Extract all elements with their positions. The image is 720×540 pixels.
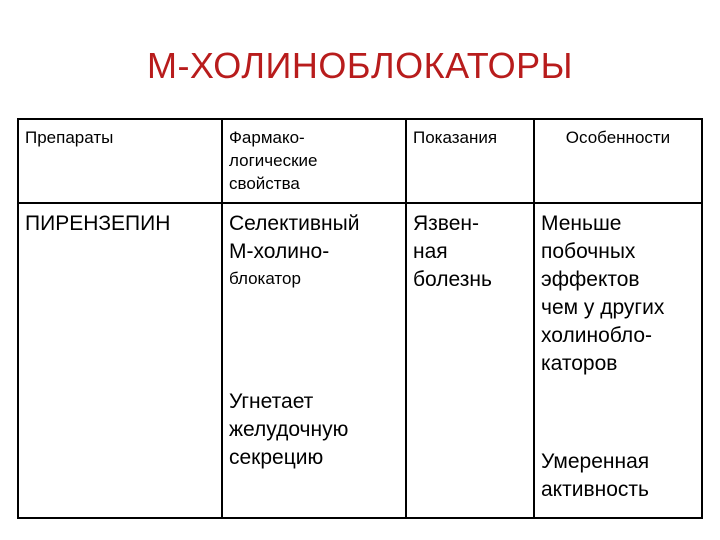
- header-cell-indications: [406, 119, 534, 203]
- header-drugs-label: Препараты: [25, 128, 114, 147]
- feature-text: Меньше: [541, 212, 622, 235]
- indication-text: болезнь: [413, 268, 492, 291]
- feature-text: каторов: [541, 352, 618, 375]
- feature-text: побочных: [541, 240, 636, 263]
- drug-table: [17, 118, 703, 519]
- property-text: желудочную: [229, 418, 349, 441]
- property-text: М-холино-: [229, 240, 330, 263]
- property-text: Селективный: [229, 212, 360, 235]
- feature-text: эффектов: [541, 268, 640, 291]
- feature-text: активность: [541, 478, 649, 501]
- header-properties-line: свойства: [229, 174, 300, 193]
- slide-title: М-ХОЛИНОБЛОКАТОРЫ: [146, 45, 574, 86]
- table-header-row: [18, 119, 702, 203]
- header-indications-label: Показания: [413, 128, 498, 147]
- header-cell-properties: [222, 119, 406, 203]
- drug-cell: [18, 203, 222, 518]
- properties-cell: [222, 203, 406, 518]
- feature-text: чем у других: [541, 296, 665, 319]
- table-row: [18, 203, 702, 518]
- header-cell-features: [534, 119, 702, 203]
- indication-cell: [406, 203, 534, 518]
- drug-name: ПИРЕНЗЕПИН: [25, 212, 171, 235]
- indication-text: Язвен-: [413, 212, 479, 235]
- feature-text: Умеренная: [541, 450, 650, 473]
- property-text: секрецию: [229, 446, 324, 469]
- header-properties-line: Фармако-: [229, 128, 305, 147]
- features-cell: [534, 203, 702, 518]
- header-cell-drugs: [18, 119, 222, 203]
- feature-text: холинобло-: [541, 324, 652, 347]
- property-text: Угнетает: [229, 390, 314, 413]
- header-features-label: Особенности: [565, 128, 671, 147]
- indication-text: ная: [413, 240, 448, 263]
- property-text: блокатор: [229, 269, 301, 288]
- header-properties-line: логические: [229, 151, 318, 170]
